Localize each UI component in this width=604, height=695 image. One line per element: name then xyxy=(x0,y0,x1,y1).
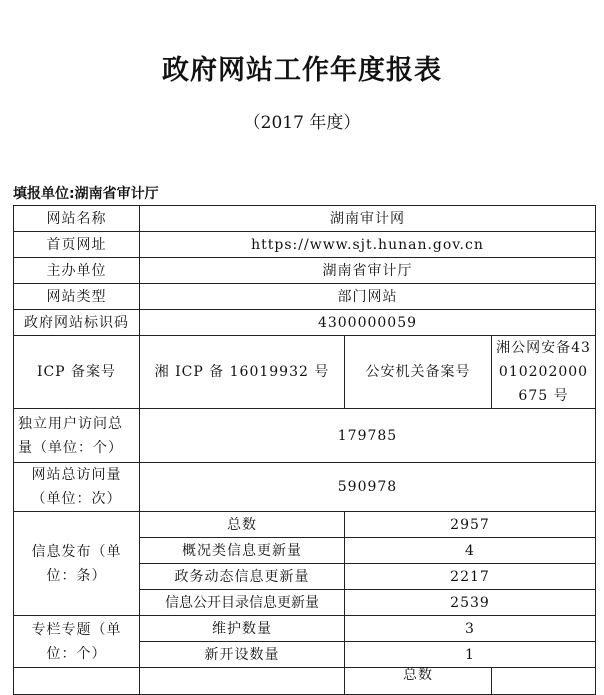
value: 湖南省审计厅 xyxy=(140,258,596,284)
value: 4300000059 xyxy=(140,310,596,336)
label: 网站类型 xyxy=(14,284,140,310)
label: ICP 备案号 xyxy=(14,336,140,409)
table-row xyxy=(14,206,596,232)
label: 总数 xyxy=(345,668,492,695)
label: 主办单位 xyxy=(14,258,140,284)
label: 政务动态信息更新量 xyxy=(140,564,345,590)
label: 独立用户访问总量（单位：个） xyxy=(14,409,140,463)
value: https://www.sjt.hunan.gov.cn xyxy=(140,232,596,258)
table-row xyxy=(14,463,596,512)
table-row xyxy=(14,336,596,409)
reporting-unit: 填报单位:湖南省审计厅 xyxy=(13,186,159,202)
value: 1 xyxy=(345,642,596,668)
value: 2539 xyxy=(345,590,596,616)
value: 2217 xyxy=(345,564,596,590)
table-row xyxy=(14,258,596,284)
label: 新开设数量 xyxy=(140,642,345,668)
value: 部门网站 xyxy=(140,284,596,310)
value: 590978 xyxy=(140,463,596,512)
label: 网站总访问量（单位：次） xyxy=(14,463,140,512)
label: 总数 xyxy=(140,512,345,538)
value: 湘公网安备43010202000675 号 xyxy=(492,336,596,409)
table-row xyxy=(14,616,596,642)
label: 首页网址 xyxy=(14,232,140,258)
table-row xyxy=(14,232,596,258)
value: 179785 xyxy=(140,409,596,463)
value: 3 xyxy=(345,616,596,642)
label: 信息公开目录信息更新量 xyxy=(140,590,345,616)
table-row xyxy=(14,512,596,538)
value: 4 xyxy=(345,538,596,564)
page-title: 政府网站工作年度报表 xyxy=(162,55,442,86)
table-row xyxy=(14,409,596,463)
table-row xyxy=(14,668,596,695)
report-year: （2017 年度） xyxy=(243,113,361,133)
label: 网站名称 xyxy=(14,206,140,232)
label: 专栏专题（单位：个） xyxy=(14,616,140,668)
label: 公安机关备案号 xyxy=(345,336,492,409)
value: 2957 xyxy=(345,512,596,538)
table-row xyxy=(14,310,596,336)
label: 维护数量 xyxy=(140,616,345,642)
label: 政府网站标识码 xyxy=(14,310,140,336)
report-table xyxy=(13,205,596,695)
value: 湖南审计网 xyxy=(140,206,596,232)
label: 信息发布（单位：条） xyxy=(14,512,140,616)
table-row xyxy=(14,284,596,310)
label: 概况类信息更新量 xyxy=(140,538,345,564)
value: 湘 ICP 备 16019932 号 xyxy=(140,336,345,409)
